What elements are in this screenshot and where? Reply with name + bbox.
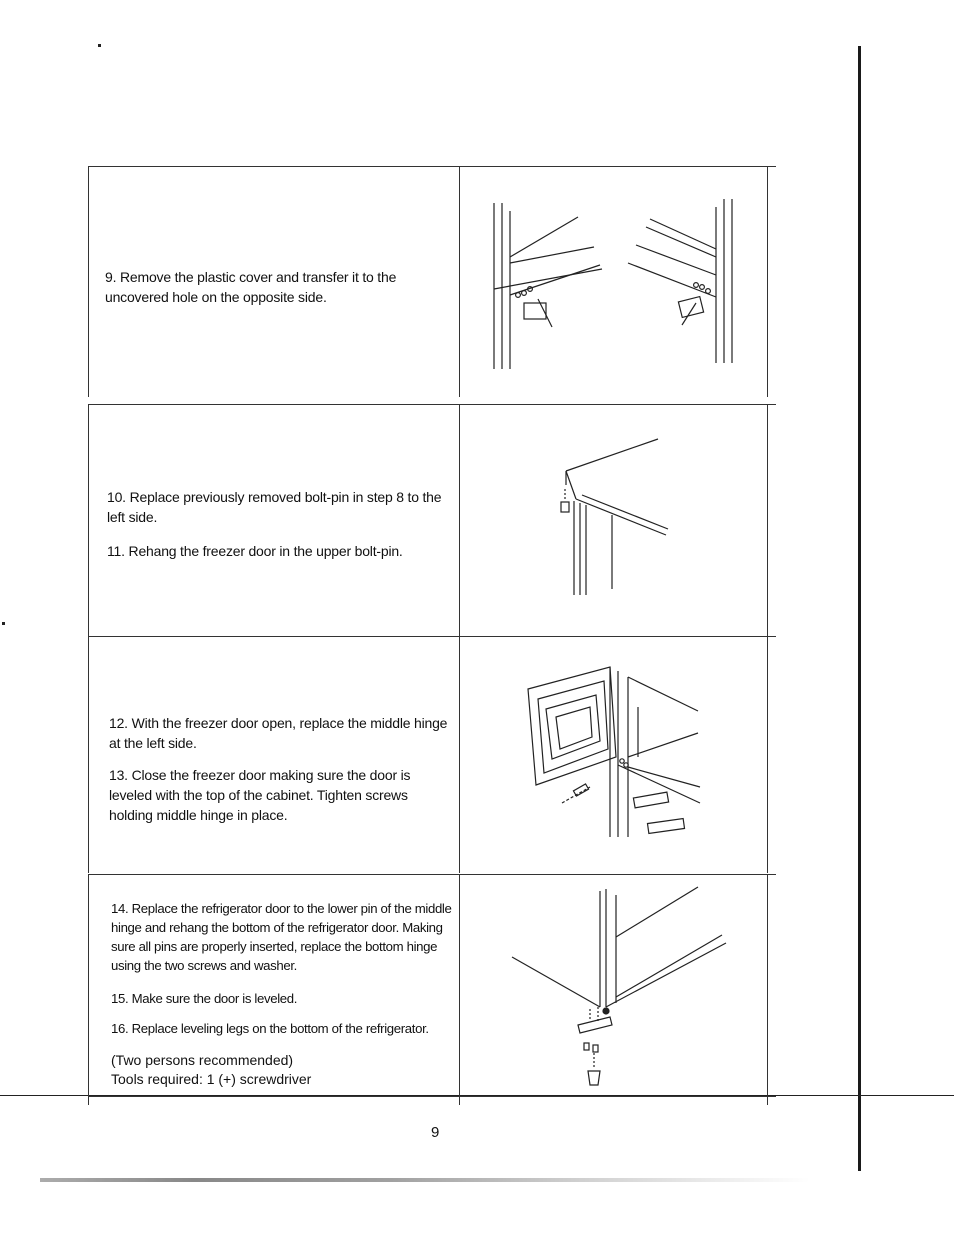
step-text: Close the freezer door making sure the door is leveled with the top of the cabinet. Tighten screws holding middle hinge in place. xyxy=(109,767,411,823)
step-12 xyxy=(109,713,449,753)
scan-smudge xyxy=(40,1178,810,1182)
illustration-cell xyxy=(460,405,768,637)
step-text: With the freezer door open, replace the middle hinge at the left side. xyxy=(109,715,448,751)
step-text-cell xyxy=(88,405,460,637)
step-row-14-16 xyxy=(88,874,776,1105)
step-number: 15. xyxy=(111,991,129,1006)
step-text-cell xyxy=(88,875,460,1105)
table-bottom-border xyxy=(88,1096,776,1097)
cabinet-top-plastic-cover-illustration xyxy=(460,167,768,397)
steps-table xyxy=(88,166,776,1104)
page-number: 9 xyxy=(431,1124,440,1141)
illustration-cell xyxy=(460,637,768,873)
step-text: Replace leveling legs on the bottom of the refrigerator. xyxy=(131,1021,429,1036)
step-number: 10. xyxy=(107,489,126,505)
step-10 xyxy=(107,487,447,527)
step-number: 9. xyxy=(105,269,117,285)
step-text: Replace the refrigerator door to the lower pin of the middle hinge and rehang the bottom of the refrigerator door. Making sure all pins are properly inserted, replace the bottom hinge using the two screws and washer. xyxy=(111,901,452,973)
step-text: Make sure the door is leveled. xyxy=(131,991,298,1006)
step-16 xyxy=(111,1019,455,1038)
step-text: Replace previously removed bolt-pin in step 8 to the left side. xyxy=(107,489,442,525)
step-number: 12. xyxy=(109,715,128,731)
step-text-cell xyxy=(88,167,460,397)
step-number: 16. xyxy=(111,1021,129,1036)
illustration-cell xyxy=(460,875,768,1105)
scan-dot xyxy=(2,622,5,625)
refrigerator-bottom-hinge-illustration xyxy=(460,875,768,1105)
step-15 xyxy=(111,989,455,1008)
step-text-cell xyxy=(88,637,460,873)
illustration-cell xyxy=(460,167,768,397)
step-14 xyxy=(111,899,455,975)
persons-note: (Two persons recommended) xyxy=(111,1052,294,1068)
step-13 xyxy=(109,765,449,825)
cabinet-corner-bolt-pin-illustration xyxy=(460,405,768,637)
step-number: 14. xyxy=(111,901,129,916)
step-number: 13. xyxy=(109,767,128,783)
scan-edge-line xyxy=(858,46,861,1171)
step-row-10-11 xyxy=(88,404,776,637)
step-number: 11. xyxy=(107,543,125,559)
step-11 xyxy=(107,541,447,561)
freezer-door-middle-hinge-illustration xyxy=(460,637,768,873)
step-row-9 xyxy=(88,166,776,397)
tools-note: Tools required: 1 (+) screwdriver xyxy=(111,1071,312,1087)
step-row-12-13 xyxy=(88,636,776,873)
step-9 xyxy=(105,267,435,307)
step-text: Remove the plastic cover and transfer it to the uncovered hole on the opposite side. xyxy=(105,269,397,305)
step-text: Rehang the freezer door in the upper bolt-pin. xyxy=(128,543,403,559)
scan-dot xyxy=(98,44,101,47)
